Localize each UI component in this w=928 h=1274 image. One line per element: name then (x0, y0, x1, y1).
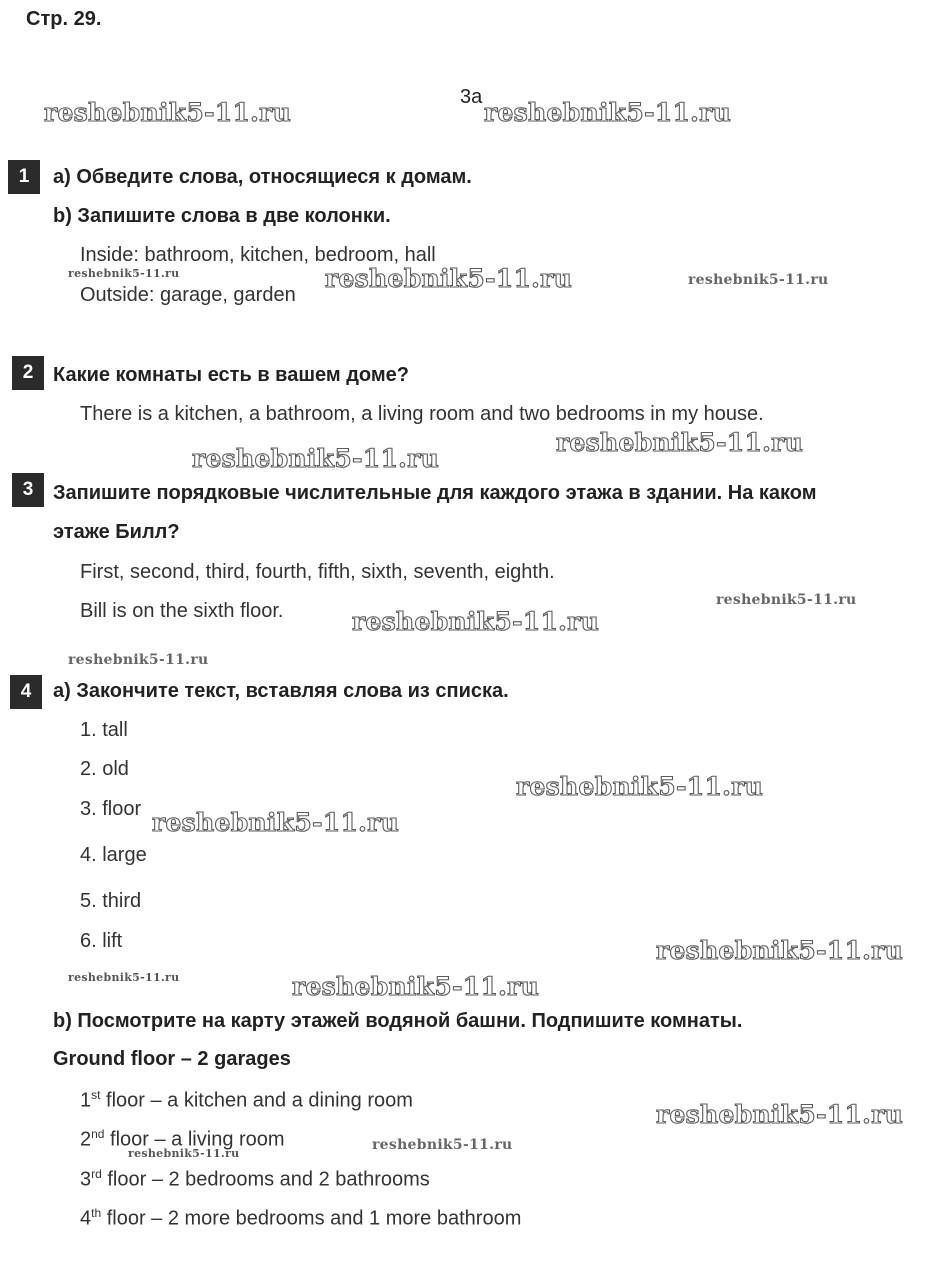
answer-text: There is a kitchen, a bathroom, a living room and two bedrooms in my house. (80, 403, 764, 425)
list-item: 4. large (80, 844, 147, 866)
page-title: Стр. 29. (26, 8, 102, 30)
floor-line: 3rd floor – 2 bedrooms and 2 bathrooms (80, 1167, 430, 1191)
answer-text: Bill is on the sixth floor. (80, 600, 284, 622)
watermark: reshebnik5-11.ru (716, 592, 857, 608)
watermark: reshebnik5-11.ru (68, 267, 180, 280)
watermark: reshebnik5-11.ru (556, 428, 804, 457)
ground-floor-line: Ground floor – 2 garages (53, 1048, 291, 1070)
watermark: reshebnik5-11.ru (325, 264, 573, 293)
exercise-task: Запишите порядковые числительные для каждого этажа в здании. На каком (53, 482, 817, 504)
watermark: reshebnik5-11.ru (352, 607, 600, 636)
exercise-number: 2 (12, 356, 44, 390)
watermark: reshebnik5-11.ru (68, 652, 209, 668)
watermark: reshebnik5-11.ru (68, 971, 180, 984)
list-item: 3. floor (80, 798, 142, 820)
exercise-task: b) Посмотрите на карту этажей водяной башни. Подпишите комнаты. (53, 1010, 743, 1032)
watermark: reshebnik5-11.ru (484, 98, 732, 127)
floor-line: 1st floor – a kitchen and a dining room (80, 1088, 413, 1112)
answer-text: Outside: garage, garden (80, 284, 296, 306)
answer-text: First, second, third, fourth, fifth, sixth, seventh, eighth. (80, 561, 555, 583)
exercise-task: a) Закончите текст, вставляя слова из списка. (53, 680, 509, 702)
list-item: 6. lift (80, 930, 123, 952)
watermark: reshebnik5-11.ru (128, 1147, 240, 1160)
exercise-number: 4 (10, 675, 42, 709)
watermark: reshebnik5-11.ru (372, 1137, 513, 1153)
answer-text: Inside: bathroom, kitchen, bedroom, hall (80, 244, 436, 266)
watermark: reshebnik5-11.ru (656, 936, 904, 965)
exercise-task: Какие комнаты есть в вашем доме? (53, 364, 409, 386)
exercise-task: a) Обведите слова, относящиеся к домам. (53, 166, 472, 188)
floor-line: 4th floor – 2 more bedrooms and 1 more bathroom (80, 1206, 522, 1230)
watermark: reshebnik5-11.ru (192, 444, 440, 473)
exercise-number: 3 (12, 473, 44, 507)
watermark: reshebnik5-11.ru (516, 772, 764, 801)
list-item: 1. tall (80, 719, 128, 741)
watermark: reshebnik5-11.ru (656, 1100, 904, 1129)
watermark: reshebnik5-11.ru (44, 98, 292, 127)
list-item: 2. old (80, 758, 129, 780)
watermark: reshebnik5-11.ru (152, 808, 400, 837)
exercise-task: этаже Билл? (53, 521, 180, 543)
floor-line: 2nd floor – a living room (80, 1127, 285, 1151)
watermark: reshebnik5-11.ru (292, 972, 540, 1001)
exercise-task: b) Запишите слова в две колонки. (53, 205, 391, 227)
list-item: 5. third (80, 890, 142, 912)
watermark: reshebnik5-11.ru (688, 272, 829, 288)
section-label: 3a (460, 86, 483, 108)
exercise-number: 1 (8, 160, 40, 194)
